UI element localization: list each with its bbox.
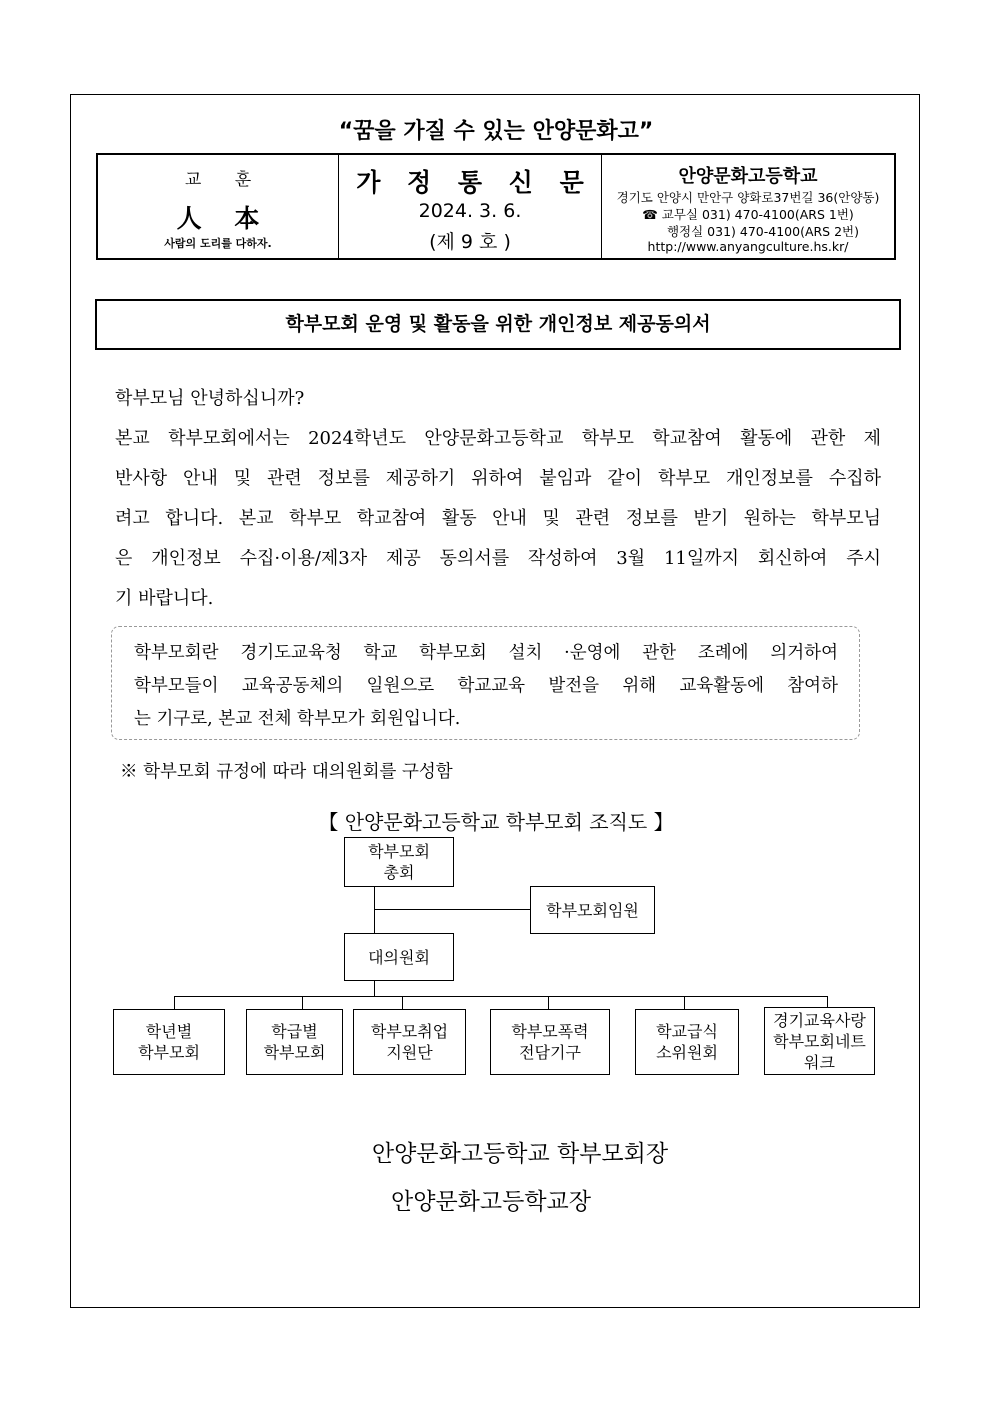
- paragraph-line: 려고 합니다. 본교 학부모 학교참여 활동 안내 및 관련 정보를 받기 원하는 학부모님: [115, 508, 881, 529]
- newsletter-header: [96, 153, 896, 260]
- remark-note: ※ 학부모회 규정에 따라 대의원회를 구성함: [120, 762, 453, 782]
- school-motto: 人 本: [176, 204, 272, 233]
- paragraph-line: 반사항 안내 및 관련 정보를 제공하기 위하여 붙임과 같이 학부모 개인정보를 수집하: [115, 468, 881, 489]
- newsletter-issue: (제 9 호 ): [429, 231, 511, 253]
- greeting: 학부모님 안녕하십니까?: [115, 388, 305, 409]
- school-phone-office: ☎ 교무실 031) 470-4100(ARS 1번): [642, 207, 854, 222]
- org-unit: 학급별 학부모회: [246, 1009, 343, 1075]
- newsletter-title: 가 정 통 신 문: [356, 168, 593, 197]
- org-unit: 학교급식 소위원회: [635, 1009, 739, 1075]
- connector-line: [174, 996, 828, 997]
- org-unit: 경기교육사랑 학부모회네트 워크: [764, 1007, 875, 1075]
- org-general-assembly: 학부모회 총회: [344, 837, 454, 887]
- org-unit: 학부모취업 지원단: [353, 1009, 466, 1075]
- paragraph-line: 은 개인정보 수집·이용/제3자 제공 동의서를 작성하여 3월 11일까지 회신하여 주시: [115, 548, 881, 569]
- connector-line: [684, 996, 685, 1010]
- signature-parents-association-president: 안양문화고등학교 학부모회장: [371, 1141, 669, 1167]
- connector-line: [374, 980, 375, 996]
- school-slogan: “꿈을 가질 수 있는 안양문화고”: [338, 119, 654, 144]
- org-chart-title: 【 안양문화고등학교 학부모회 조직도 】: [318, 810, 674, 834]
- newsletter-title-cell: [338, 155, 601, 258]
- school-address: 경기도 안양시 만안구 양화로37번길 36(안양동): [616, 190, 880, 205]
- org-officers: 학부모회임원: [530, 886, 655, 934]
- connector-line: [174, 996, 175, 1010]
- paragraph-line: 본교 학부모회에서는 2024학년도 안양문화고등학교 학부모 학교참여 활동에 관한 제: [115, 428, 881, 449]
- note-line: 는 기구로, 본교 전체 학부모가 회원입니다.: [134, 709, 461, 729]
- school-motto-label: 교 훈: [184, 170, 266, 190]
- signature-principal: 안양문화고등학교장: [391, 1189, 591, 1215]
- connector-line: [374, 909, 531, 910]
- note-line: 학부모회란 경기도교육청 학교 학부모회 설치 ·운영에 관한 조례에 의거하여: [134, 643, 838, 663]
- school-website-link[interactable]: http://www.anyangculture.hs.kr/: [647, 239, 849, 254]
- school-motto-subtitle: 사람의 도리를 다하자.: [164, 237, 272, 250]
- connector-line: [374, 886, 375, 934]
- connector-line: [548, 996, 549, 1010]
- document-title: 학부모회 운영 및 활동을 위한 개인정보 제공동의서: [95, 299, 901, 350]
- note-line: 학부모들이 교육공동체의 일원으로 학교교육 발전을 위해 교육활동에 참여하: [134, 676, 838, 696]
- school-phone-admin: 행정실 031) 470-4100(ARS 2번): [666, 224, 859, 239]
- paragraph-line: 기 바랍니다.: [115, 588, 214, 609]
- org-council: 대의원회: [344, 933, 454, 981]
- definition-note-box: [111, 626, 860, 740]
- connector-line: [302, 996, 303, 1010]
- newsletter-date: 2024. 3. 6.: [418, 200, 522, 222]
- school-motto-cell: [98, 155, 338, 258]
- school-name: 안양문화고등학교: [678, 166, 818, 187]
- school-info-cell: [601, 155, 894, 258]
- org-unit: 학년별 학부모회: [113, 1009, 225, 1075]
- org-unit: 학부모폭력 전담기구: [490, 1009, 610, 1075]
- connector-line: [402, 996, 403, 1010]
